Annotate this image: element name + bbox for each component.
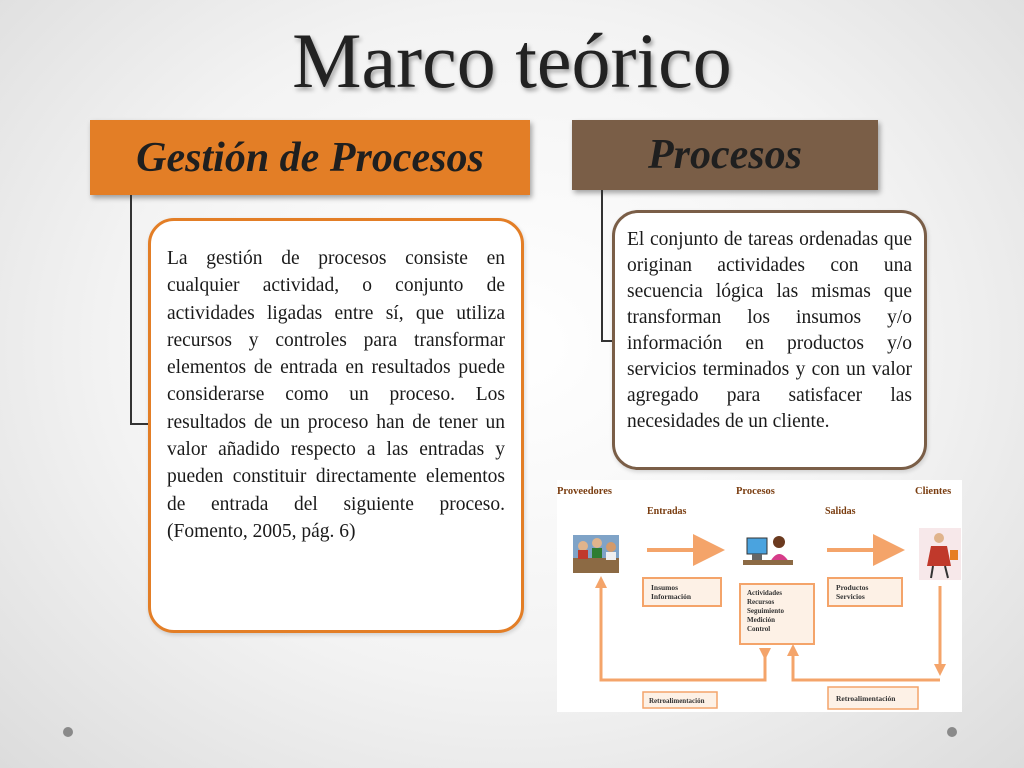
- actividades-box: [740, 584, 814, 644]
- control-label: Control: [747, 625, 771, 633]
- diagram-label-clientes: Clientes: [915, 486, 952, 497]
- insumos-label: Insumos: [651, 583, 679, 592]
- gestion-procesos-header: [90, 120, 530, 195]
- slide-title: Marco teórico: [292, 17, 732, 104]
- productos-box: [828, 578, 902, 606]
- diagram-label-salidas: Salidas: [825, 506, 856, 517]
- procesos-header-label: Procesos: [648, 132, 802, 178]
- actividades-label: Actividades: [747, 589, 782, 597]
- diagram-label-procesos: Procesos: [736, 486, 775, 497]
- seguimiento-label: Seguimiento: [747, 607, 784, 615]
- retroalimentacion-right-box: [828, 687, 918, 709]
- shopper-woman-icon: [919, 528, 961, 580]
- person-at-computer-icon: [743, 536, 793, 565]
- productos-label: Productos: [836, 583, 869, 592]
- retro-left-label: Retroalimentación: [649, 697, 705, 705]
- process-diagram: [557, 480, 962, 712]
- servicios-label: Servicios: [836, 592, 865, 601]
- recursos-label: Recursos: [747, 598, 775, 606]
- next-slide-dot[interactable]: [947, 727, 957, 737]
- retroalimentacion-left-box: [643, 692, 717, 708]
- retro-right-label: Retroalimentación: [836, 694, 896, 703]
- procesos-text-box: El conjunto de tareas ordenadas que originan actividades con una secuencia lógica las mismas que transforman los insumos y/o información en productos y/o servicios terminados y con un valor agregado para satisfacer las necesidades de un cliente.: [612, 210, 927, 470]
- people-at-table-icon: [573, 535, 619, 573]
- diagram-label-proveedores: Proveedores: [557, 486, 613, 497]
- process-diagram-svg: [557, 480, 962, 712]
- diagram-label-entradas: Entradas: [647, 506, 687, 517]
- medicion-label: Medición: [747, 616, 775, 624]
- procesos-header: [572, 120, 878, 190]
- gestion-procesos-header-label: Gestión de Procesos: [136, 134, 484, 181]
- left-connector-line: [130, 195, 150, 425]
- prev-slide-dot[interactable]: [63, 727, 73, 737]
- informacion-label: Información: [651, 592, 691, 601]
- gestion-procesos-text-box: La gestión de procesos consiste en cualquier actividad, o conjunto de actividades ligadas entre sí, que utiliza recursos y controles para transformar elementos de entrada en resultados puede considerarse como un proceso. Los resultados de un proceso han de tener un valor añadido respecto a las entradas y pueden constituir directamente elementos de entrada del siguiente proceso. (Fomento, 2005, pág. 6): [148, 218, 524, 633]
- insumos-box: [643, 578, 721, 606]
